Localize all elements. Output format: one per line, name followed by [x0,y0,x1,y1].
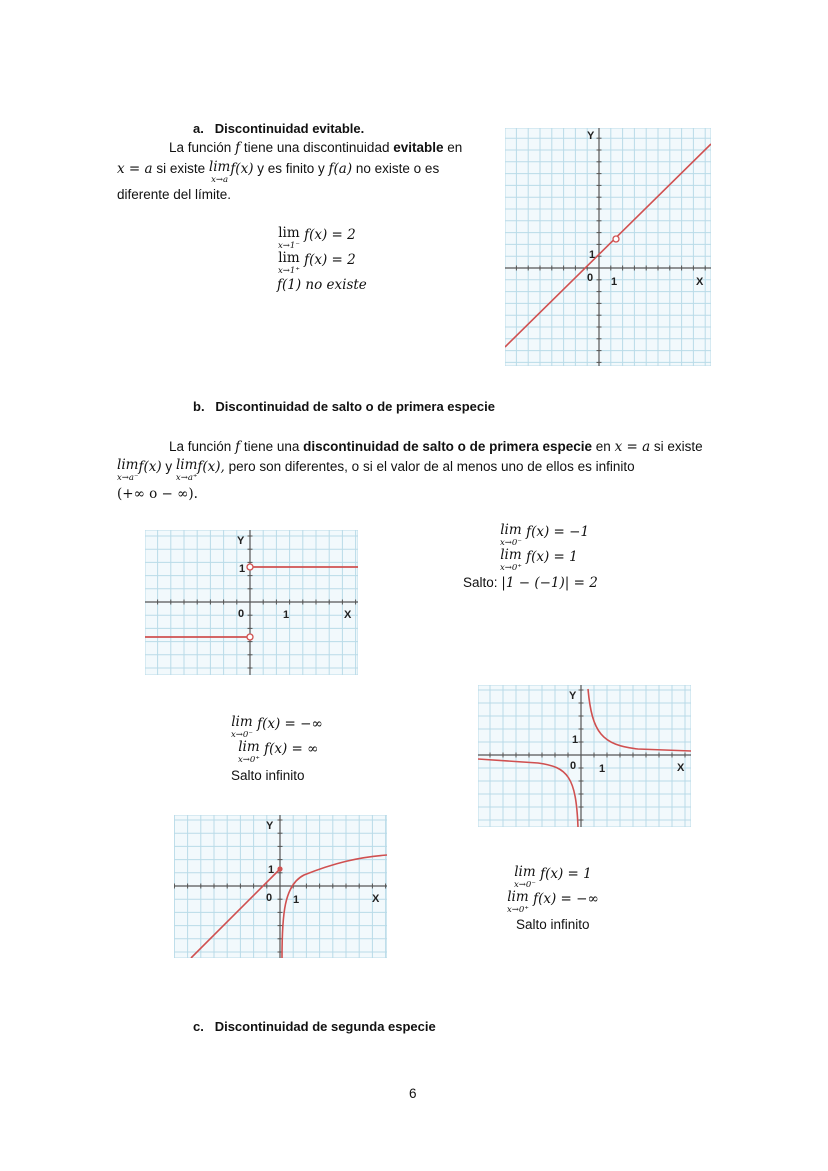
tick-one-y: 1 [572,734,579,746]
graph-mixed-infinite-jump [174,815,387,958]
y-axis-label: Y [266,820,274,832]
tick-one-x: 1 [599,763,606,775]
section-title: Discontinuidad evitable. [214,121,365,136]
section-title: Discontinuidad de salto o de primera especie [215,399,495,414]
graph-jump-discontinuity [145,530,358,675]
closed-point [277,866,282,871]
y-axis-label: Y [587,130,595,142]
paragraph-a-line2: x = a si existe lim x→a f(x) y es finito y f(a) no existe o es [117,159,440,185]
tick-one-y: 1 [239,563,246,575]
x-axis-label: X [344,609,352,621]
jump-limit-right: lim x→0⁺ f(x) = 1 [500,547,578,573]
mixed-limit-left: lim x→0⁻ f(x) = 1 [514,864,592,890]
tick-one-y: 1 [589,249,596,261]
paragraph-b-line1: La función f tiene una discontinuidad de salto o de primera especie en x = a si existe [169,439,703,455]
section-b-heading [193,399,495,414]
paragraph-a-line1: La función f tiene una discontinuidad evitable en [169,140,463,156]
section-a-heading [193,121,364,136]
graph-removable-discontinuity [505,128,711,366]
open-point-top [247,564,253,570]
origin-label: 0 [266,892,273,904]
infinite-limit-left: lim x→0⁻ f(x) = −∞ [231,714,323,740]
paragraph-b-line2: lim x→a⁻ f(x) y lim x→a⁺ f(x), pero son diferentes, o si el valor de al menos uno de ellos es infinito [117,457,635,483]
open-point [613,236,619,242]
limit-eq-right: lim x→1⁺ f(x) = 2 [278,250,356,276]
paragraph-a-line3: diferente del límite. [117,187,232,202]
tick-one-x: 1 [293,894,300,906]
page-number: 6 [409,1086,417,1101]
y-axis-label: Y [569,690,577,702]
open-point-bottom [247,634,253,640]
section-title: Discontinuidad de segunda especie [214,1019,436,1034]
x-axis-label: X [372,893,380,905]
section-c-heading [193,1019,436,1034]
jump-limit-left: lim x→0⁻ f(x) = −1 [500,522,590,548]
infinite-limit-right: lim x→0⁺ f(x) = ∞ [238,739,319,765]
paragraph-b-line3: (+∞ o − ∞). [117,486,198,502]
x-axis-label: X [677,762,685,774]
x-axis-label: X [696,276,704,288]
tick-one-x: 1 [611,276,618,288]
origin-label: 0 [587,272,594,284]
tick-one-x: 1 [283,609,290,621]
graph-background [505,128,711,366]
graph-infinite-jump [478,685,691,827]
section-letter: a. [193,121,204,136]
mixed-jump-label: Salto infinito [516,917,590,932]
jump-size: Salto: |1 − (−1)| = 2 [463,575,598,591]
y-axis-label: Y [237,535,245,547]
infinite-jump-label: Salto infinito [231,768,305,783]
limit-eq-left: lim x→1⁻ f(x) = 2 [278,225,356,251]
origin-label: 0 [238,608,245,620]
mixed-limit-right: lim x→0⁺ f(x) = −∞ [507,889,599,915]
origin-label: 0 [570,760,577,772]
tick-one-y: 1 [268,864,275,876]
function-value-eq: f(1) no existe [277,277,367,293]
section-letter: c. [193,1019,204,1034]
section-letter: b. [193,399,205,414]
